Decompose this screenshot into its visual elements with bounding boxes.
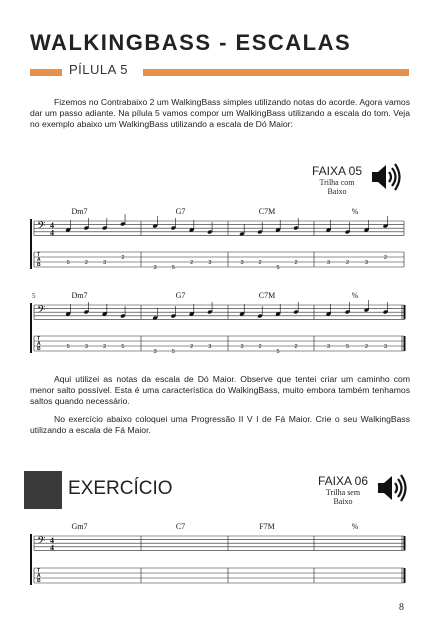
page-title: WALKINGBASS - ESCALAS [30, 30, 352, 55]
tab-fret-number: 5 [276, 265, 280, 271]
track-caption: Baixo [327, 187, 347, 196]
tab-label: B [37, 346, 41, 352]
tab-fret-number: 5 [121, 344, 125, 350]
tab-fret-number: 2 [294, 260, 298, 266]
chord-symbol: F7M [259, 522, 275, 531]
tab-fret-number: 2 [258, 260, 262, 266]
chord-symbol: G7 [175, 207, 186, 216]
tab-fret-number: 3 [326, 260, 331, 266]
track-06-label [306, 474, 380, 506]
tab-fret-number: 2 [190, 260, 194, 266]
exercise-marker-box [24, 471, 62, 509]
tab-fret-number: 5 [276, 349, 280, 355]
tab-label: A [37, 573, 41, 579]
tab-fret-number: 3 [326, 344, 331, 350]
tab-fret-number: 5 [171, 349, 175, 355]
tab-fret-number: 3 [240, 260, 244, 266]
section-subtitle: PÍLULA 5 [69, 62, 128, 77]
measure-number: 5 [32, 292, 36, 300]
intro-paragraph: Fizemos no Contrabaixo 2 um WalkingBass simples utilizando notas do acorde. Agora vamos dar um passo adiante. Na pílula 5 vamos compor um WalkingBass utilizando a escala do tom. Veja no exemplo abaixo um WalkingBass utilizando a escala de Dó Maior: [30, 97, 410, 129]
tab-fret-number: 2 [345, 260, 350, 266]
track-caption: Trilha com [319, 178, 355, 187]
tab-fret-number: 3 [153, 349, 157, 355]
track-number: FAIXA 05 [311, 164, 363, 178]
tab-label: T [37, 336, 41, 342]
page-number: 8 [399, 602, 404, 613]
tab-fret-number: 3 [84, 344, 88, 350]
tab-fret-number: 5 [66, 344, 70, 350]
chord-symbol: C7M [258, 291, 276, 300]
chord-symbol: C7 [175, 522, 186, 531]
tab-fret-number: 3 [240, 344, 244, 350]
tab-label: B [37, 578, 41, 584]
chord-symbol: Gm7 [71, 522, 88, 531]
exercise-intro-paragraph: No exercício abaixo coloquei uma Progressão II V I de Fá Maior. Crie o seu WalkingBass utilizando a escala de Fá Maior. [30, 414, 410, 435]
chord-symbol: % [351, 522, 359, 531]
tab-fret-number: 2 [190, 344, 194, 350]
tab-fret-number: 2 [294, 344, 298, 350]
chord-symbol: Dm7 [71, 291, 88, 300]
tab-label: A [37, 257, 41, 263]
chord-symbol: G7 [175, 291, 186, 300]
bass-clef-icon: 𝄢 [37, 304, 46, 319]
tab-fret-number: 2 [121, 255, 125, 261]
track-caption: Trilha sem [325, 488, 361, 497]
time-signature: 4 [50, 221, 54, 230]
tab-fret-number: 3 [364, 260, 369, 266]
tab-fret-number: 2 [84, 260, 88, 266]
bass-clef-icon: 𝄢 [37, 535, 46, 550]
tab-fret-number: 3 [208, 344, 212, 350]
tab-fret-number: 5 [66, 260, 70, 266]
tab-fret-number: 2 [383, 255, 388, 261]
chord-symbol: C7M [258, 207, 276, 216]
tab-label: B [37, 262, 41, 268]
exercise-title: EXERCÍCIO [68, 478, 173, 499]
chord-symbol: % [351, 291, 359, 300]
tab-fret-number: 2 [258, 344, 262, 350]
tab-fret-number: 3 [153, 265, 157, 271]
tab-label: T [37, 568, 41, 574]
tab-label: A [37, 341, 41, 347]
tab-fret-number: 3 [103, 260, 107, 266]
chord-symbol: Dm7 [71, 207, 88, 216]
tab-label: T [37, 252, 41, 258]
time-signature: 4 [50, 228, 54, 238]
explanation-paragraph: Aqui utilizei as notas da escala de Dó Maior. Observe que tentei criar um caminho com menor salto possível. Esta é uma característica do WalkingBass, muito embora também tenhamos saltos quando necessário. [30, 374, 410, 406]
track-caption: Baixo [333, 497, 353, 506]
chord-symbol: % [351, 207, 359, 216]
tab-fret-number: 2 [103, 344, 107, 350]
time-signature: 4 [50, 543, 54, 553]
time-signature: 4 [50, 536, 54, 545]
tab-fret-number: 5 [171, 265, 175, 271]
tab-fret-number: 3 [208, 260, 212, 266]
tab-fret-number: 3 [383, 344, 388, 350]
tab-fret-number: 5 [345, 344, 350, 350]
track-number: FAIXA 06 [317, 474, 369, 488]
speaker-icon[interactable] [376, 474, 410, 502]
tab-fret-number: 2 [364, 344, 369, 350]
bass-clef-icon: 𝄢 [37, 220, 46, 235]
